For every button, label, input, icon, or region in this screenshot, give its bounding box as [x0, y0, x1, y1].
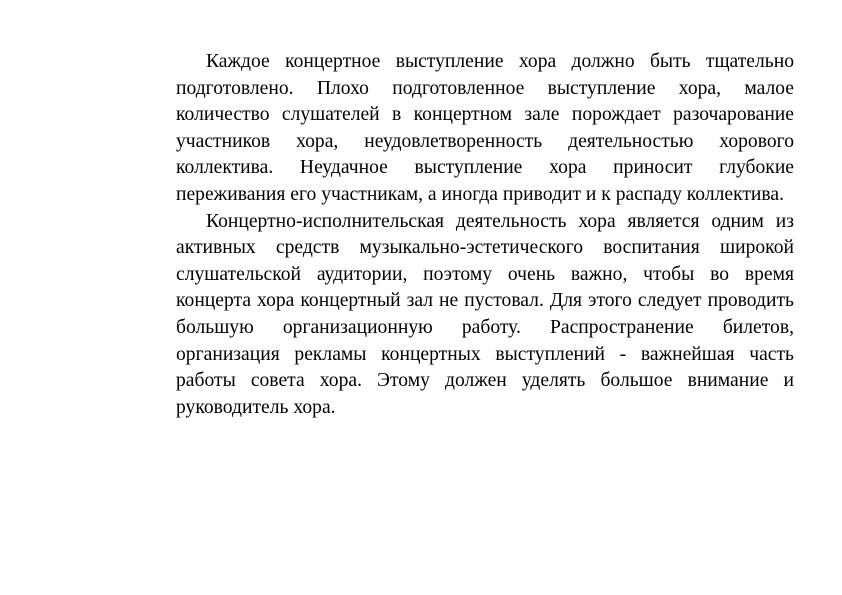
paragraph-concert-preparation: Каждое концертное выступление хора должно быть тщательно подготовлено. Плохо подготовленное выступление хора, малое количество слушателей в концертном зале порождает разочарование участников хора, неудовлетворенность деятельностью хорового коллектива. Неудачное выступление хора приносит глубокие переживания его участникам, а иногда приводит и к распаду коллектива.	[176, 51, 794, 205]
paragraph-concert-activity: Концертно-исполнительская деятельность хора является одним из активных средств музыкально-эстетического воспитания широкой слушательской аудитории, поэтому очень важно, чтобы во время концерта хора концертный зал не пустовал. Для этого следует проводить большую организационную работу. Распространение билетов, организация рекламы концертных выступлений - важнейшая часть работы совета хора. Этому должен уделять большое внимание и руководитель хора.	[176, 210, 794, 418]
document-body	[176, 49, 794, 421]
